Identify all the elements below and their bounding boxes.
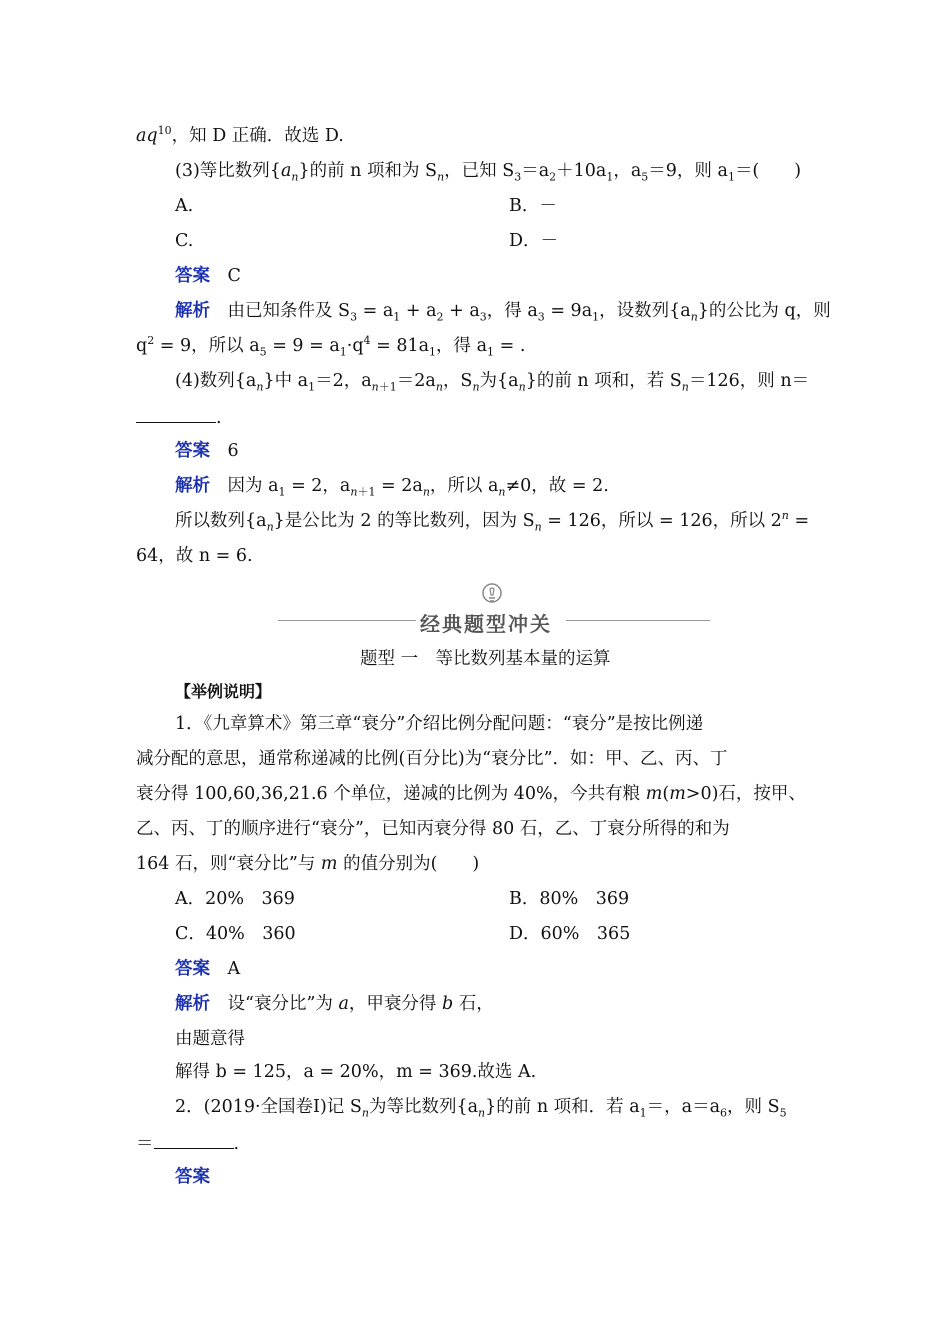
q1-analysis-3: 解得 b = 125，a = 20%，m = 369.故选 A. (175, 1062, 537, 1082)
q2-line1: 2．(2019·全国卷Ⅰ)记 $S_n$为等比数列$\{a_n\}$的前 n 项和．若 $a_1=$，$a=a_6$，则 $S_5$ (175, 1097, 787, 1120)
analysis-4-line3: 64，故 n = 6. (136, 546, 253, 566)
q2-answer: 答案 (175, 1167, 210, 1187)
q1-line2: 减分配的意思，通常称递减的比例(百分比)为“衰分比”．如：甲、乙、丙、丁 (136, 749, 728, 769)
analysis-3-line1: 解析 由已知条件及 $S_3 = a_1 + a_2 + a_3$，得 $a_3 = 9a_1$，设数列$\{a_n\}$的公比为 q，则 (175, 301, 831, 324)
q1-option-b: B．80% 369 (509, 889, 630, 909)
q1-option-c: C．40% 360 (175, 924, 296, 944)
answer-4: 答案 6 (175, 441, 239, 461)
section-heading: 题型 一 等比数列基本量的运算 (360, 649, 611, 669)
q1-answer: 答案 A (175, 959, 241, 979)
answer-3: 答案 C (175, 266, 241, 286)
lightbulb-icon (481, 583, 503, 605)
option-b: B．－ (509, 196, 557, 216)
banner-rule-right (566, 620, 710, 621)
q1-analysis-1: 解析 设“衰分比”为 a，甲衰分得 b 石， (175, 994, 494, 1014)
answer-label: 答案 (175, 266, 210, 286)
q1-line3: 衰分得 100,60,36,21.6 个单位，递减的比例为 40%，今共有粮 m(m>0)石，按甲、 (136, 784, 806, 804)
analysis-4-line1: 解析 因为 $a_1 = 2$，$a_{n+1} = 2a_n$，所以 $a_n\ne 0$，故 = 2. (175, 476, 609, 499)
analysis-3-line2: $q^2 = 9$，所以 $a_5 = 9 = a_1\cdot q^4 = 81a_1$，得 $a_1$ = . (136, 334, 526, 359)
option-c: C. (175, 231, 194, 251)
q1-option-d: D．60% 365 (509, 924, 631, 944)
option-d: D．－ (509, 231, 559, 251)
option-a: A. (175, 196, 194, 216)
answer-blank-4[interactable]: . (136, 404, 222, 430)
example-label: 【举例说明】 (175, 682, 272, 701)
q1-line1: 1．《九章算术》第三章“衰分”介绍比例分配问题：“衰分”是按比例递 (175, 714, 704, 734)
problem-3: (3)等比数列$\{a_n\}$的前 n 项和为 $S_n$，已知 $S_3=a_2+10a_1$，$a_5=9$，则 $a_1=$( ) (175, 161, 802, 184)
text-line: $aq^{10}$，知 D 正确．故选 D. (136, 124, 344, 146)
banner-title: 经典题型冲关 (420, 612, 552, 636)
q1-option-a: A．20% 369 (175, 889, 295, 909)
q1-analysis-2: 由题意得 (175, 1029, 245, 1049)
q1-line4: 乙、丙、丁的顺序进行“衰分”，已知丙衰分得 80 石，乙、丁衰分所得的和为 (136, 819, 730, 839)
q1-line5: 164 石，则“衰分比”与 m 的值分别为( ) (136, 854, 480, 874)
banner-rule-left (278, 620, 416, 621)
q2-line2[interactable]: ＝ . (136, 1130, 239, 1156)
analysis-4-line2: 所以数列$\{a_n\}$是公比为 2 的等比数列，因为 $S_n = 126$，所以 = 126，所以 $2^n$ = (175, 509, 810, 534)
analysis-label: 解析 (175, 301, 210, 321)
problem-4: (4)数列$\{a_n\}$中 $a_1=2$，$a_{n+1}=2a_n$，$S_n$为$\{a_n\}$的前 n 项和，若 $S_n=126$，则 n＝ (175, 371, 810, 394)
